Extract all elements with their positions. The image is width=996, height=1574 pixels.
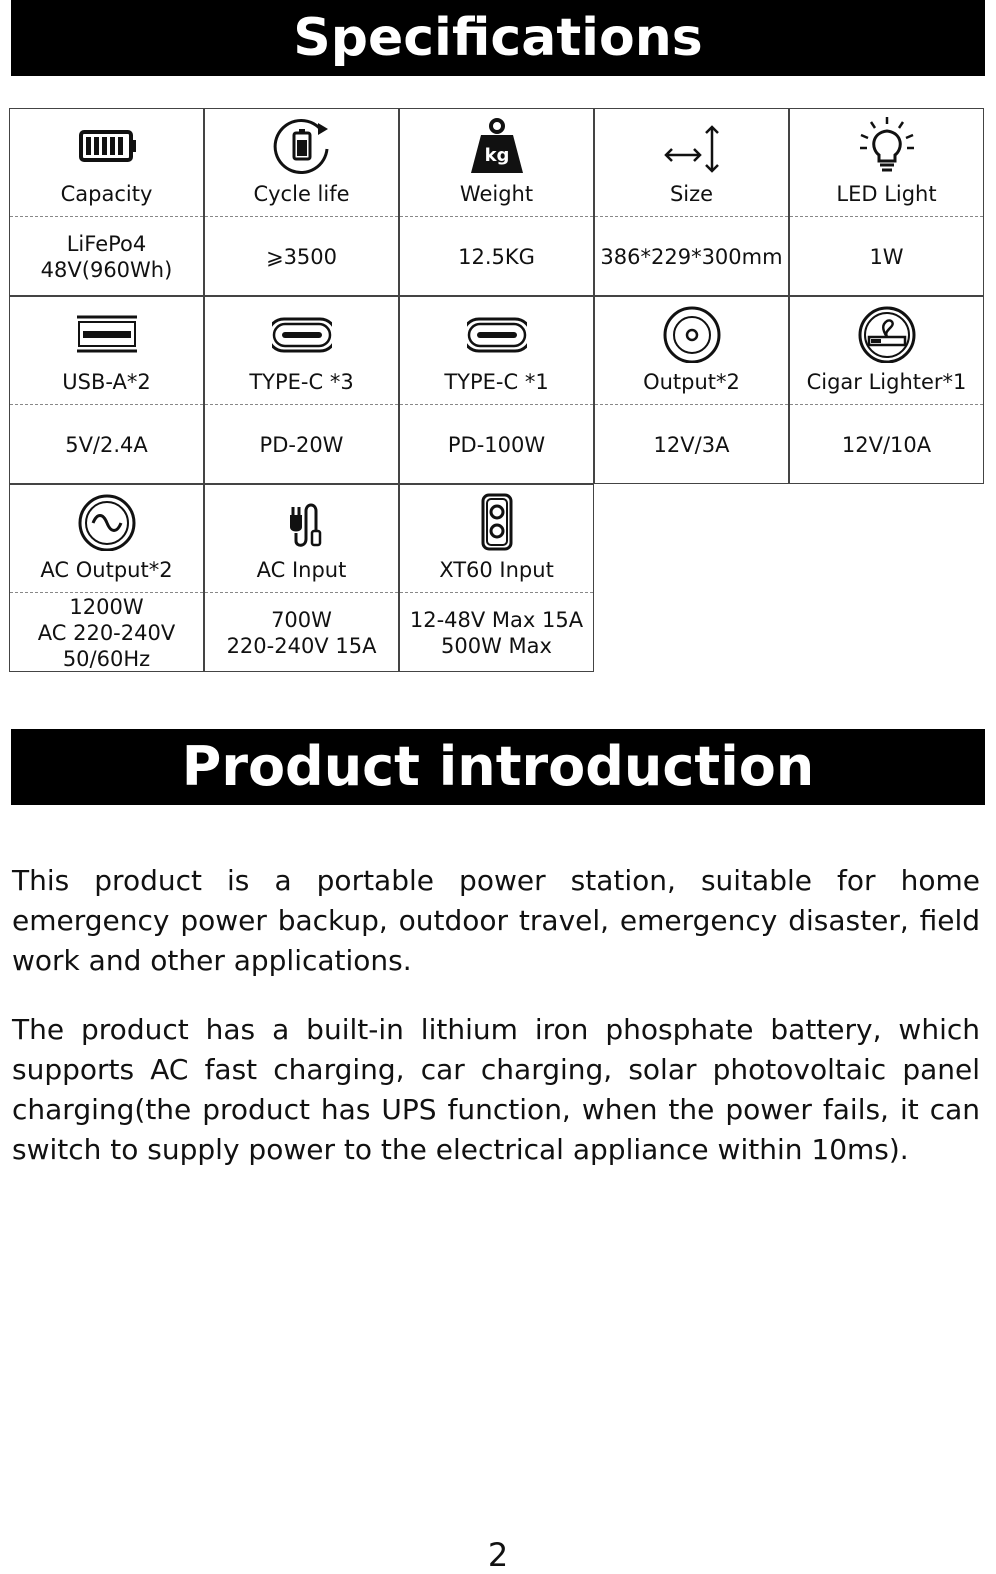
spec-value: 12V/3A (653, 432, 730, 457)
spec-value: 700W 220-240V 15A (226, 607, 377, 658)
light-bulb-icon (857, 115, 917, 175)
product-introduction-heading: Product introduction (11, 729, 985, 805)
spec-cell-capacity (9, 108, 204, 296)
spec-value: LiFePo4 48V(960Wh) (40, 231, 173, 282)
spec-cell-weight (399, 108, 594, 296)
type-c-port-icon (272, 303, 332, 363)
spec-cell-ac-output (9, 484, 204, 672)
spec-label: TYPE-C *3 (249, 370, 354, 394)
intro-paragraph: The product has a built-in lithium iron phosphate battery, which supports AC fast charging, car charging, solar photovoltaic panel charging(the product has UPS function, when the power fails, it can switch to supply power to the electrical appliance within 10ms). (12, 1013, 980, 1166)
spec-label: AC Output*2 (40, 558, 173, 582)
spec-cell-cigar-lighter (789, 296, 984, 484)
spec-value: 5V/2.4A (65, 432, 148, 457)
spec-label: Cycle life (253, 182, 350, 206)
spec-value: 1W (869, 244, 904, 269)
ac-wave-icon (77, 491, 137, 551)
spec-label: Weight (459, 182, 534, 206)
spec-cell-type-c-3 (204, 296, 399, 484)
spec-label: Cigar Lighter*1 (806, 370, 967, 394)
dc-output-icon (662, 303, 722, 363)
spec-value: ⩾3500 (265, 244, 338, 269)
cycle-life-icon (272, 115, 332, 175)
spec-cell-usb-a (9, 296, 204, 484)
spec-cell-type-c-1 (399, 296, 594, 484)
intro-paragraph: This product is a portable power station, suitable for home emergency power backup, outdoor travel, emergency disaster, field work and other applications. (12, 864, 980, 977)
svg-text:kg: kg (484, 145, 509, 166)
spec-label: Capacity (60, 182, 153, 206)
spec-cell-output (594, 296, 789, 484)
spec-value: 12V/10A (841, 432, 932, 457)
spec-value: 12.5KG (458, 244, 535, 269)
spec-value: 12-48V Max 15A 500W Max (409, 607, 584, 658)
page-number: 2 (487, 1536, 509, 1574)
spec-label: Output*2 (643, 370, 740, 394)
spec-label: USB-A*2 (62, 370, 151, 394)
weight-icon (467, 115, 527, 175)
spec-cell-led-light (789, 108, 984, 296)
spec-value: 1200W AC 220-240V 50/60Hz (37, 594, 176, 671)
spec-label: AC Input (256, 558, 347, 582)
spec-value: PD-100W (447, 432, 546, 457)
xt60-port-icon (467, 491, 527, 551)
spec-label: LED Light (836, 182, 937, 206)
cigar-lighter-icon (857, 303, 917, 363)
specifications-table (9, 108, 985, 673)
type-c-port-icon (467, 303, 527, 363)
spec-cell-size (594, 108, 789, 296)
spec-label: TYPE-C *1 (444, 370, 549, 394)
spec-label: XT60 Input (439, 558, 554, 582)
specifications-heading: Specifications (11, 0, 985, 76)
size-arrows-icon (662, 115, 722, 175)
spec-cell-ac-input (204, 484, 399, 672)
ac-plug-icon (272, 491, 332, 551)
usb-a-port-icon (77, 303, 137, 363)
spec-value: 386*229*300mm (600, 244, 783, 269)
spec-cell-cycle-life (204, 108, 399, 296)
spec-value: PD-20W (259, 432, 344, 457)
battery-icon (77, 115, 137, 175)
spec-cell-xt60-input (399, 484, 594, 672)
spec-label: Size (669, 182, 714, 206)
